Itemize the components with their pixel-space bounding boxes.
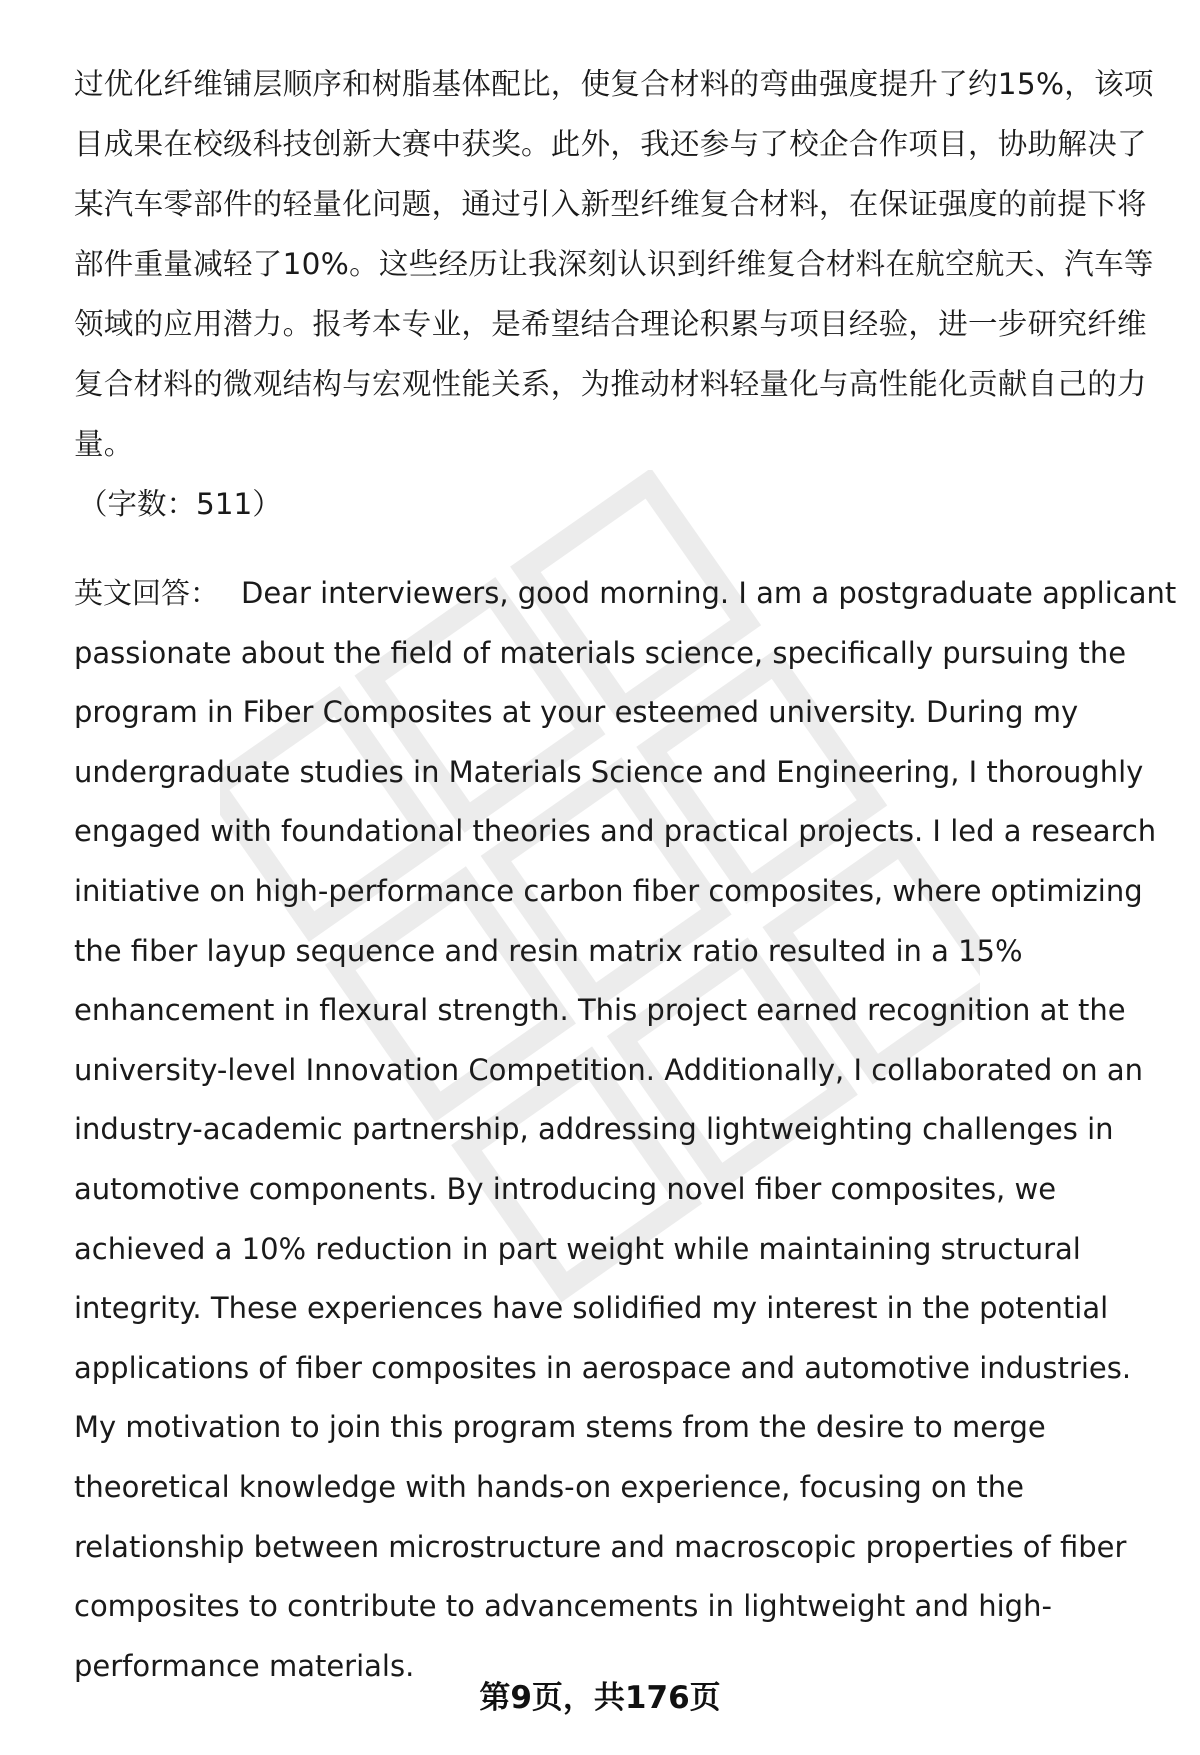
chinese-line: 复合材料的微观结构与宏观性能关系，为推动材料轻量化与高性能化贡献自己的力	[74, 367, 1147, 401]
main-content	[74, 54, 1177, 1696]
english-line: performance materials.	[74, 1648, 415, 1683]
english-line: applications of fiber composites in aerospace and automotive industries.	[74, 1350, 1132, 1385]
english-answer	[74, 564, 1177, 1696]
english-line: university-level Innovation Competition. Additionally, I collaborated on an	[74, 1052, 1143, 1087]
english-line: engaged with foundational theories and practical projects. I led a research	[74, 814, 1157, 849]
chinese-line: 量。	[74, 427, 134, 461]
english-line: industry-academic partnership, addressing lightweighting challenges in	[74, 1112, 1114, 1147]
english-line: theoretical knowledge with hands-on experience, focusing on the	[74, 1469, 1024, 1504]
page-number-footer: 第9页，共176页	[479, 1680, 721, 1716]
chinese-paragraph	[74, 54, 1154, 474]
english-line: the fiber layup sequence and resin matrix ratio resulted in a 15%	[74, 933, 1023, 968]
english-line: achieved a 10% reduction in part weight while maintaining structural	[74, 1231, 1081, 1266]
english-answer-label: 英文回答：	[74, 576, 220, 610]
english-line: composites to contribute to advancements in lightweight and high-	[74, 1589, 1052, 1624]
chinese-line: 过优化纤维铺层顺序和树脂基体配比，使复合材料的弯曲强度提升了约15%，该项	[74, 67, 1154, 101]
english-line: My motivation to join this program stems from the desire to merge	[74, 1410, 1046, 1445]
english-paragraph	[74, 564, 1177, 1696]
english-line: undergraduate studies in Materials Science and Engineering, I thoroughly	[74, 754, 1144, 789]
chinese-line: 部件重量减轻了10%。这些经历让我深刻认识到纤维复合材料在航空航天、汽车等	[74, 247, 1154, 281]
english-line: enhancement in flexural strength. This project earned recognition at the	[74, 993, 1126, 1028]
english-line: passionate about the field of materials science, specifically pursuing the	[74, 635, 1127, 670]
english-line: integrity. These experiences have solidified my interest in the potential	[74, 1291, 1109, 1326]
english-first-line	[74, 564, 1177, 624]
english-line: Dear interviewers, good morning. I am a postgraduate applicant	[241, 576, 1177, 610]
word-count: （字数：511）	[78, 487, 282, 521]
english-line: automotive components. By introducing novel fiber composites, we	[74, 1171, 1057, 1206]
english-line: initiative on high-performance carbon fiber composites, where optimizing	[74, 873, 1143, 908]
english-line: relationship between microstructure and macroscopic properties of fiber	[74, 1529, 1127, 1564]
chinese-line: 领域的应用潜力。报考本专业，是希望结合理论积累与项目经验，进一步研究纤维	[74, 307, 1147, 341]
chinese-line: 目成果在校级科技创新大赛中获奖。此外，我还参与了校企合作项目，协助解决了	[74, 127, 1147, 161]
chinese-line: 某汽车零部件的轻量化问题，通过引入新型纤维复合材料，在保证强度的前提下将	[74, 187, 1147, 221]
english-line: program in Fiber Composites at your esteemed university. During my	[74, 695, 1079, 730]
